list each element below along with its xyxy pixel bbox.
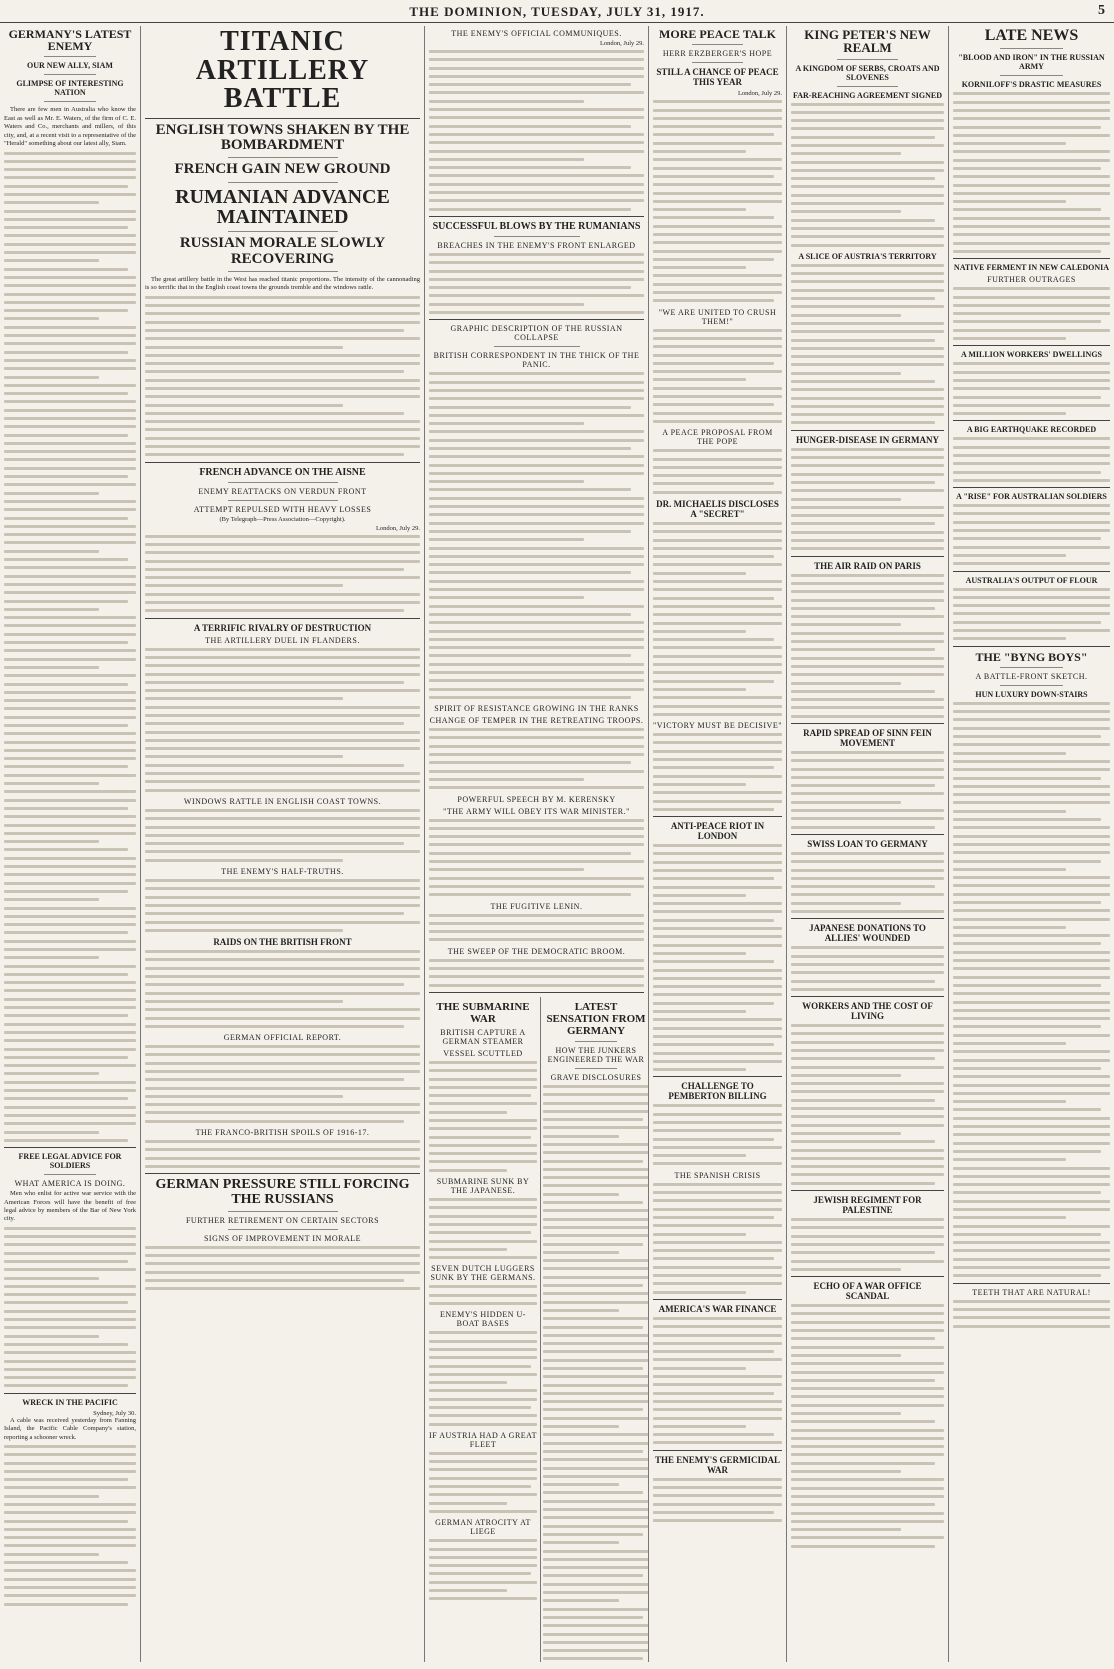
headline: FRENCH ADVANCE ON THE AISNE [199, 466, 366, 478]
article-body [653, 1104, 782, 1165]
headline: THE FUGITIVE LENIN. [490, 901, 583, 911]
article-body [543, 1085, 648, 1662]
article-body [953, 1300, 1110, 1328]
headline: MORE PEACE TALK [659, 27, 776, 41]
article-text: There are few men in Australia who know the East as well as Mr. E. Waters, of the firm of C. E. Waters and Co., merchants and millers, of this city, and, at a recent visit to a representative of the "Herald" something about our latest ally, Siam. [4, 106, 136, 148]
headline: JAPANESE DONATIONS TO ALLIES' WOUNDED [809, 923, 926, 944]
subhead: ENEMY'S HIDDEN U-BOAT BASES [440, 1310, 526, 1329]
subhead: "BLOOD AND IRON" IN THE RUSSIAN ARMY [958, 53, 1105, 72]
headline: SPIRIT OF RESISTANCE GROWING IN THE RANKS [434, 704, 639, 714]
article-body [953, 504, 1110, 565]
headline: THE SWEEP OF THE DEMOCRATIC BROOM. [447, 946, 626, 956]
article-body [429, 1198, 537, 1259]
source-line: (By Telegraph—Press Association—Copyright). [219, 515, 346, 523]
article-body [953, 588, 1110, 641]
article-body [429, 959, 644, 987]
subhead: RUSSIAN MORALE SLOWLY RECOVERING [179, 235, 386, 267]
article-body [429, 1539, 537, 1600]
subhead: SIGNS OF IMPROVEMENT IN MORALE [203, 1233, 362, 1243]
article-body [145, 1045, 420, 1123]
page-number: 5 [1098, 3, 1106, 18]
article-body [653, 1478, 782, 1522]
subhead: GLIMPSE OF INTERESTING NATION [16, 79, 124, 98]
subhead: ATTEMPT REPULSED WITH HEAVY LOSSES [193, 504, 372, 514]
split-section [429, 997, 644, 1662]
subhead: A BATTLE-FRONT SKETCH. [975, 671, 1088, 681]
article-body [953, 92, 1110, 253]
headline: NATIVE FERMENT IN NEW CALEDONIA [953, 263, 1110, 273]
article-body [145, 1246, 420, 1290]
subhead: BREACHES IN THE ENEMY'S FRONT ENLARGED [437, 240, 636, 250]
article-body [953, 702, 1110, 1277]
article-body [145, 535, 420, 613]
subhead: A SLICE OF AUSTRIA'S TERRITORY [798, 251, 937, 261]
article-body [429, 1285, 537, 1305]
headline: A BIG EARTHQUAKE RECORDED [966, 425, 1097, 435]
dateline: Sydney, July 30. [93, 1409, 136, 1417]
headline: CHALLENGE TO PEMBERTON BILLING [668, 1081, 767, 1102]
headline: WRECK IN THE PACIFIC [22, 1397, 118, 1407]
article-body [145, 809, 420, 862]
article-body [4, 1445, 136, 1606]
subhead: FURTHER RETIREMENT ON CERTAIN SECTORS [185, 1215, 380, 1225]
article-body [429, 914, 644, 942]
subhead: RUMANIAN ADVANCE MAINTAINED [175, 185, 390, 228]
article-body [145, 879, 420, 932]
headline: SUCCESSFUL BLOWS BY THE RUMANIANS [432, 220, 641, 232]
article-body [429, 728, 644, 789]
masthead [0, 0, 1114, 23]
headline: HUNGER-DISEASE IN GERMANY [795, 434, 939, 445]
headline: DR. MICHAELIS DISCLOSES A "SECRET" [656, 499, 779, 519]
headline: KING PETER'S NEW REALM [804, 27, 931, 56]
article-body [653, 1317, 782, 1444]
article-body [145, 296, 420, 457]
article-body [953, 362, 1110, 415]
article-body [429, 372, 644, 699]
subhead: ENEMY REATTACKS ON VERDUN FRONT [198, 486, 367, 496]
headline: THE SUBMARINE WAR [436, 1000, 530, 1025]
subhead: "WE ARE UNITED TO CRUSH THEM!" [658, 307, 777, 326]
headline: RAIDS ON THE BRITISH FRONT [213, 937, 352, 948]
article-body [791, 1024, 944, 1185]
subhead: SEVEN DUTCH LUGGERS SUNK BY THE GERMANS. [430, 1264, 536, 1283]
masthead-title: THE DOMINION, TUESDAY, JULY 31, 1917. [409, 4, 705, 19]
article-body [791, 1304, 944, 1548]
subhead: FRENCH GAIN NEW GROUND [174, 161, 391, 178]
subhead: GERMAN ATROCITY AT LIEGE [435, 1518, 531, 1537]
headline: WORKERS AND THE COST OF LIVING [802, 1001, 933, 1022]
headline: GRAPHIC DESCRIPTION OF THE RUSSIAN COLLAPSE [450, 324, 623, 343]
subhead: HUN LUXURY DOWN-STAIRS [975, 689, 1088, 699]
subhead: HERR ERZBERGER'S HOPE [662, 49, 773, 59]
subhead: STILL A CHANCE OF PEACE THIS YEAR [656, 67, 779, 88]
subhead: A PEACE PROPOSAL FROM THE POPE [662, 428, 773, 447]
article-text: Men who enlist for active war service with the American Forces will have the benefit of free legal advice by members of the Bar of New York city. [4, 1190, 136, 1223]
subhead: BRITISH CORRESPONDENT IN THE THICK OF THE PANIC. [433, 351, 640, 370]
column-2 [141, 26, 424, 1662]
article-body [653, 1183, 782, 1294]
article-body [653, 844, 782, 1071]
subhead: A KINGDOM OF SERBS, CROATS AND SLOVENES [795, 63, 940, 82]
subhead: FURTHER OUTRAGES [987, 275, 1076, 285]
subhead: WINDOWS RATTLE IN ENGLISH COAST TOWNS. [183, 796, 382, 806]
subhead: HOW THE JUNKERS ENGINEERED THE WAR [547, 1045, 645, 1064]
subhead: WHAT AMERICA IS DOING. [14, 1179, 126, 1189]
article-body [653, 522, 782, 716]
subhead: GRAVE DISCLOSURES [550, 1072, 642, 1082]
headline: A TERRIFIC RIVALRY OF DESTRUCTION [193, 622, 372, 633]
article-body [4, 1227, 136, 1388]
article-body [4, 152, 136, 1142]
article-body [429, 50, 644, 211]
headline: LATEST SENSATION FROM GERMANY [546, 1000, 646, 1037]
dateline: London, July 29. [737, 90, 782, 98]
article-body [791, 103, 944, 247]
headline: ANTI-PEACE RIOT IN LONDON [670, 821, 765, 842]
subhead: THE ENEMY'S HALF-TRUTHS. [221, 867, 344, 877]
article-body [791, 751, 944, 829]
headline: POWERFUL SPEECH BY M. KERENSKY [457, 794, 616, 804]
article-body [145, 648, 420, 792]
article-body [653, 733, 782, 811]
article-body [145, 1140, 420, 1168]
subhead: KORNILOFF'S DRASTIC MEASURES [961, 80, 1102, 90]
article-text: A cable was received yesterday from Fanning Island, the Pacific Cable Company's station, reporting a schooner wreck. [4, 1416, 136, 1441]
article-body [791, 946, 944, 990]
subhead: FAR-REACHING AGREEMENT SIGNED [792, 90, 943, 100]
subhead: "THE ARMY WILL OBEY ITS WAR MINISTER." [443, 806, 630, 816]
headline: SWISS LOAN TO GERMANY [807, 838, 928, 849]
headline: THE ENEMY'S OFFICIAL COMMUNIQUES. [451, 29, 622, 38]
headline: A "RISE" FOR AUSTRALIAN SOLDIERS [956, 492, 1107, 502]
headline: TEETH THAT ARE NATURAL! [972, 1287, 1091, 1297]
main-headline: TITANIC ARTILLERY BATTLE [195, 26, 370, 115]
subhead: THE FRANCO-BRITISH SPOILS OF 1916-17. [195, 1128, 370, 1138]
article-body [429, 1452, 537, 1513]
subhead: VESSEL SCUTTLED [443, 1048, 523, 1058]
article-body [429, 819, 644, 897]
headline: LATE NEWS [984, 27, 1079, 44]
article-body [429, 1331, 537, 1425]
headline: RAPID SPREAD OF SINN FEIN MOVEMENT [803, 727, 932, 748]
headline: FREE LEGAL ADVICE FOR SOLDIERS [18, 1152, 122, 1171]
headline: THE "BYNG BOYS" [975, 649, 1088, 664]
headline: AMERICA'S WAR FINANCE [658, 1303, 777, 1314]
column-4 [649, 26, 786, 1662]
article-body [791, 574, 944, 718]
article-body [145, 950, 420, 1028]
article-body [791, 852, 944, 913]
subhead: THE ARTILLERY DUEL IN FLANDERS. [205, 635, 360, 645]
subhead: SUBMARINE SUNK BY THE JAPANESE. [436, 1177, 530, 1196]
article-body [791, 1218, 944, 1271]
subhead: "VICTORY MUST BE DECISIVE" [653, 721, 782, 731]
column-1 [0, 26, 140, 1662]
subhead: BRITISH CAPTURE A GERMAN STEAMER [440, 1027, 526, 1046]
article-body [653, 329, 782, 423]
headline: ECHO OF A WAR OFFICE SCANDAL [813, 1281, 922, 1302]
article-text: The great artillery battle in the West has reached titanic proportions. The intensity of the cannonading is so terrific that in the English coast towns the grounds tremble and the windows rattle. [145, 275, 420, 292]
article-body [653, 449, 782, 493]
headline: AUSTRALIA'S OUTPUT OF FLOUR [965, 575, 1098, 585]
headline: THE AIR RAID ON PARIS [814, 560, 921, 571]
article-body [429, 1061, 537, 1172]
article-body [791, 448, 944, 551]
headline: THE ENEMY'S GERMICIDAL WAR [654, 1454, 780, 1475]
column-5 [787, 26, 948, 1662]
dateline: London, July 29. [375, 524, 420, 532]
column-3 [425, 26, 648, 1662]
subhead: GERMAN OFFICIAL REPORT. [223, 1033, 342, 1043]
subhead: IF AUSTRIA HAD A GREAT FLEET [429, 1430, 537, 1449]
subhead: OUR NEW ALLY, SIAM [27, 61, 113, 71]
subhead: CHANGE OF TEMPER IN THE RETREATING TROOPS. [429, 716, 644, 726]
article-body [653, 100, 782, 302]
headline: GERMAN PRESSURE STILL FORCING THE RUSSIANS [155, 1177, 410, 1207]
article-body [791, 264, 944, 425]
article-body [953, 287, 1110, 340]
headline: THE SPANISH CRISIS [674, 1170, 761, 1180]
column-6 [949, 26, 1114, 1662]
subhead: ENGLISH TOWNS SHAKEN BY THE BOMBARDMENT [155, 121, 410, 153]
article-body [429, 253, 644, 314]
article-body [953, 437, 1110, 481]
submarine-war-article [429, 997, 537, 1662]
headline: JEWISH REGIMENT FOR PALESTINE [813, 1195, 922, 1216]
headline: A MILLION WORKERS' DWELLINGS [961, 350, 1102, 360]
headline: GERMANY'S LATEST ENEMY [8, 27, 132, 54]
dateline: London, July 29. [599, 40, 644, 47]
latest-sensation-article [543, 997, 648, 1662]
